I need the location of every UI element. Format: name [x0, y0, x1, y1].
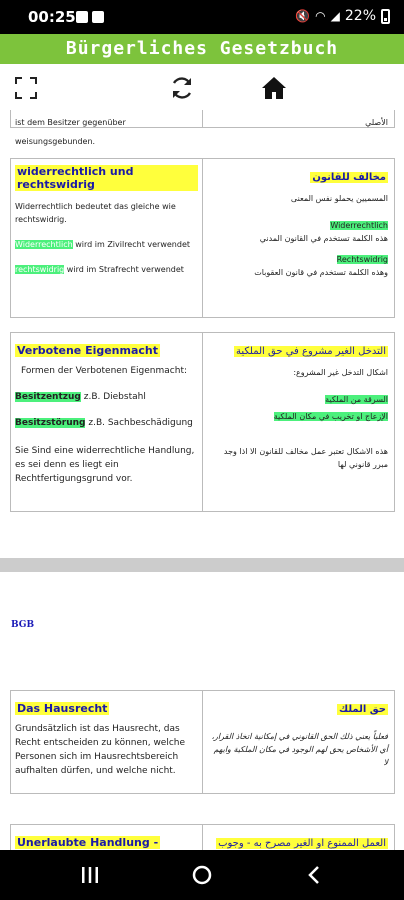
section2-form1-example: z.B. Diebstahl	[83, 392, 146, 402]
status-time: 00:25	[28, 8, 76, 26]
section1-term1-de: Widerrechtlich	[15, 240, 73, 249]
section3-body-ar: فعلياً يعني ذلك الحق القانوني في إمكانية اتخاذ القرار، أي الأشخاص يحق لهم الوجود في مكان الملكية وايهم لا	[211, 732, 388, 767]
section2-body-ar: هذه الاشكال تعتبر عمل مخالف للقانون الا اذا وجد مبرر قانوني لها	[223, 447, 388, 469]
section2-form2-term: Besitzstörung	[15, 418, 86, 428]
page-separator	[0, 558, 404, 572]
home-nav-button[interactable]	[190, 864, 214, 886]
section1-title-ar: مخالف للقانون	[312, 172, 386, 183]
top-partial-row	[10, 110, 395, 146]
section3-body-de: Grundsätzlich ist das Hausrecht, das Recht entscheiden zu können, welche Personen sich im Hausrechtsbereich aufhalten dürfen, und welche nicht.	[15, 724, 186, 776]
home-icon	[261, 76, 287, 100]
fullscreen-button[interactable]	[12, 74, 40, 102]
section1-title-de: widerrechtlich und rechtswidrig	[15, 165, 198, 191]
section4-title-de: Unerlaubte Handlung -	[17, 836, 159, 849]
section2-form1-ar: السرقة من الملكية	[325, 395, 388, 404]
section4-title-ar: العمل الممنوع او الغير مصرح به - وجوب	[218, 838, 386, 849]
refresh-icon	[169, 75, 195, 101]
recent-apps-icon	[80, 866, 100, 884]
back-icon	[306, 865, 322, 885]
top-text-ar: الأصلي	[365, 118, 388, 127]
section3-title-de: Das Hausrecht	[17, 702, 108, 715]
section1-line2-ar: وهذه الكلمة تستخدم في قانون العقوبات	[254, 268, 388, 277]
fullscreen-icon	[14, 76, 38, 100]
section2-form2-ar: الإزعاج او تخريب في مكان الملكية	[273, 412, 388, 421]
section2-form1-term: Besitzentzug	[15, 392, 81, 402]
back-button[interactable]	[302, 864, 326, 886]
page-label: BGB	[11, 620, 35, 630]
section1-term2-ar: Rechtswidrig	[336, 255, 388, 264]
mute-icon: 🔇	[295, 9, 311, 23]
recent-apps-button[interactable]	[78, 864, 102, 886]
section2-form2-example: z.B. Sachbeschädigung	[88, 418, 193, 428]
battery-icon	[381, 9, 390, 24]
app-notification-icon	[92, 11, 104, 23]
section1-term1-ar: Widerrechtlich	[330, 221, 388, 230]
navigation-bar	[0, 850, 404, 900]
section1-line1-de: wird im Zivilrecht verwendet	[75, 240, 190, 249]
section1-line1-ar: هذه الكلمة تستخدم في القانون المدني	[259, 234, 388, 243]
section2-intro-de: Formen der Verbotenen Eigenmacht:	[21, 366, 188, 376]
section1-line2-de: wird im Strafrecht verwendet	[66, 265, 184, 274]
section-widerrechtlich	[10, 158, 395, 318]
app-title: Bürgerliches Gesetzbuch	[0, 34, 404, 64]
refresh-button[interactable]	[168, 74, 196, 102]
notification-icon	[76, 11, 88, 23]
home-circle-icon	[191, 864, 213, 886]
toolbar	[0, 64, 404, 110]
battery-percent: 22%	[344, 8, 376, 24]
section2-title-de: Verbotene Eigenmacht	[17, 344, 159, 357]
signal-icon: ◢	[330, 9, 340, 23]
home-button[interactable]	[260, 74, 288, 102]
section1-term2-de: rechtswidrig	[15, 265, 65, 274]
section3-title-ar: حق الملك	[339, 704, 386, 715]
section1-body-de: Widerrechtlich bedeutet das gleiche wie rechtswidrig.	[15, 202, 176, 224]
section2-intro-ar: اشكال التدخل غير المشروع:	[293, 368, 388, 377]
top-text-de: ist dem Besitzer gegenüber weisungsgebunden.	[15, 118, 126, 146]
section2-body-de: Sie Sind eine widerrechtliche Handlung, es sei denn es liegt ein Rechtfertigungsgrund vor.	[15, 446, 195, 484]
section1-body-ar: المسميين يحملو نفس المعنى	[290, 194, 388, 203]
section2-title-ar: التدخل الغير مشروع في حق الملكية	[236, 346, 386, 357]
section-hausrecht	[10, 690, 395, 794]
section-unerlaubte-handlung	[10, 824, 395, 850]
document-view[interactable]	[0, 110, 404, 850]
status-bar	[0, 0, 404, 34]
wifi-icon: ◠	[315, 9, 326, 23]
section-verbotene-eigenmacht	[10, 332, 395, 512]
